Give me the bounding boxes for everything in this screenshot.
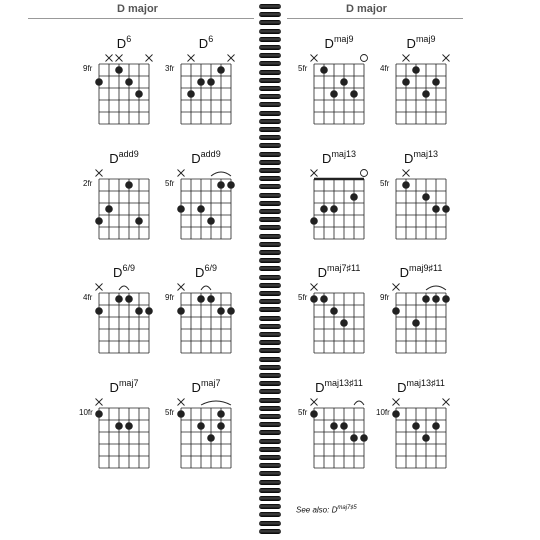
spiral-binding	[259, 0, 281, 540]
fret-position-label: 9fr	[83, 64, 93, 73]
chord-name	[376, 263, 466, 280]
finger-dot	[360, 434, 368, 442]
see-also-note	[296, 505, 357, 515]
spiral-ring	[259, 266, 281, 271]
header-rule-right	[287, 18, 463, 19]
finger-dot	[310, 295, 318, 303]
finger-dot	[187, 90, 195, 98]
chord-name	[79, 378, 169, 395]
chord-quality: maj13	[413, 149, 438, 159]
finger-dot	[442, 205, 450, 213]
spiral-ring	[259, 480, 281, 485]
finger-dot	[402, 78, 410, 86]
finger-dot	[310, 217, 318, 225]
spiral-ring	[259, 176, 281, 181]
header-rule-left	[28, 18, 254, 19]
fretboard	[314, 279, 364, 353]
spiral-ring	[259, 29, 281, 34]
finger-dot	[115, 66, 123, 74]
chord-name	[161, 34, 251, 51]
chord-diagram	[294, 263, 384, 377]
finger-dot	[330, 90, 338, 98]
chord-root: D	[315, 380, 325, 395]
fretboard	[396, 394, 446, 468]
chord-quality: maj13♯11	[406, 378, 445, 388]
chord-quality: maj9♯11	[409, 263, 443, 273]
spiral-ring	[259, 143, 281, 148]
spiral-ring	[259, 20, 281, 25]
chord-quality: maj9	[333, 34, 354, 44]
finger-dot	[422, 295, 430, 303]
spiral-ring	[259, 217, 281, 222]
chord-name	[376, 34, 466, 51]
spiral-ring	[259, 119, 281, 124]
fret-position-label: 10fr	[79, 408, 93, 417]
fret-position-label: 2fr	[83, 179, 93, 188]
spiral-ring	[259, 365, 281, 370]
chord-root: D	[116, 36, 127, 51]
spiral-ring	[259, 234, 281, 239]
finger-dot	[95, 410, 103, 418]
spiral-ring	[259, 168, 281, 173]
fret-position-label: 5fr	[165, 408, 175, 417]
fret-position-label: 4fr	[380, 64, 390, 73]
finger-dot	[217, 181, 225, 189]
chord-name	[294, 263, 384, 280]
finger-dot	[412, 422, 420, 430]
finger-dot	[177, 410, 185, 418]
fret-position-label: 5fr	[298, 408, 308, 417]
finger-dot	[392, 307, 400, 315]
spiral-ring	[259, 291, 281, 296]
chord-name	[376, 149, 466, 166]
chord-quality: maj13♯11	[324, 378, 363, 388]
fretboard	[396, 50, 446, 124]
chord-root: D	[198, 36, 209, 51]
finger-dot	[207, 295, 215, 303]
spiral-ring	[259, 529, 281, 534]
finger-dot	[105, 205, 113, 213]
chord-name	[376, 378, 466, 395]
spiral-ring	[259, 70, 281, 75]
finger-dot	[330, 307, 338, 315]
finger-dot	[432, 295, 440, 303]
chord-diagram	[376, 263, 466, 377]
chord-quality: 6/9	[204, 263, 217, 273]
finger-dot	[177, 205, 185, 213]
finger-dot	[115, 295, 123, 303]
fretboard	[181, 279, 231, 353]
barre-arc	[354, 401, 364, 405]
spiral-ring	[259, 389, 281, 394]
spiral-ring	[259, 348, 281, 353]
chord-root: D	[397, 380, 407, 395]
spiral-ring	[259, 225, 281, 230]
finger-dot	[330, 422, 338, 430]
spiral-ring	[259, 4, 281, 9]
chord-quality: 6	[208, 34, 214, 44]
chord-name	[294, 149, 384, 166]
chord-name	[294, 378, 384, 395]
finger-dot	[125, 295, 133, 303]
finger-dot	[432, 205, 440, 213]
finger-dot	[432, 422, 440, 430]
page-title-left: D major	[117, 3, 158, 15]
spiral-ring	[259, 258, 281, 263]
finger-dot	[95, 78, 103, 86]
spiral-ring	[259, 53, 281, 58]
chord-root: D	[195, 265, 205, 280]
finger-dot	[350, 193, 358, 201]
chord-root: D	[191, 151, 201, 166]
finger-dot	[340, 422, 348, 430]
spiral-ring	[259, 201, 281, 206]
finger-dot	[422, 193, 430, 201]
finger-dot	[115, 422, 123, 430]
spiral-ring	[259, 152, 281, 157]
finger-dot	[412, 66, 420, 74]
fret-position-label: 5fr	[165, 179, 175, 188]
spiral-ring	[259, 512, 281, 517]
chord-diagram	[79, 263, 169, 377]
see-also-text: See also: D	[296, 505, 338, 515]
finger-dot	[402, 181, 410, 189]
finger-dot	[217, 307, 225, 315]
chord-quality: maj7♯11	[327, 263, 361, 273]
fretboard	[314, 165, 364, 239]
finger-dot	[135, 90, 143, 98]
fretboard	[396, 279, 446, 353]
spiral-ring	[259, 455, 281, 460]
finger-dot	[432, 78, 440, 86]
finger-dot	[135, 307, 143, 315]
finger-dot	[207, 217, 215, 225]
spiral-ring	[259, 357, 281, 362]
spiral-ring	[259, 373, 281, 378]
spiral-ring	[259, 209, 281, 214]
barre-arc	[119, 286, 129, 290]
spiral-ring	[259, 250, 281, 255]
spiral-ring	[259, 61, 281, 66]
chord-name	[79, 34, 169, 51]
finger-dot	[95, 217, 103, 225]
fretboard	[99, 50, 149, 124]
chord-quality: maj7	[118, 378, 139, 388]
spiral-ring	[259, 447, 281, 452]
barre-arc	[211, 172, 231, 176]
chord-diagram	[294, 34, 384, 148]
chord-root: D	[109, 151, 119, 166]
barre-arc	[201, 286, 211, 290]
spiral-ring	[259, 127, 281, 132]
spiral-ring	[259, 299, 281, 304]
spiral-ring	[259, 111, 281, 116]
chord-diagram	[376, 34, 466, 148]
chord-quality: 6	[126, 34, 132, 44]
spiral-ring	[259, 422, 281, 427]
finger-dot	[135, 217, 143, 225]
fretboard	[181, 165, 231, 239]
chord-name	[161, 378, 251, 395]
chord-root: D	[317, 265, 328, 280]
chord-name	[161, 263, 251, 280]
spiral-ring	[259, 332, 281, 337]
spiral-ring	[259, 381, 281, 386]
chord-diagram	[79, 149, 169, 263]
finger-dot	[320, 205, 328, 213]
spiral-ring	[259, 414, 281, 419]
open-string-marker	[361, 55, 368, 62]
chord-diagram	[161, 34, 251, 148]
finger-dot	[320, 295, 328, 303]
finger-dot	[227, 181, 235, 189]
fret-position-label: 5fr	[298, 64, 308, 73]
barre-arc	[426, 286, 446, 290]
spiral-ring	[259, 94, 281, 99]
fret-position-label: 5fr	[298, 293, 308, 302]
fret-position-label: 9fr	[165, 293, 175, 302]
chord-diagram	[161, 149, 251, 263]
chord-diagram	[161, 263, 251, 377]
spiral-ring	[259, 275, 281, 280]
chord-name	[161, 149, 251, 166]
fretboard	[99, 165, 149, 239]
finger-dot	[227, 307, 235, 315]
finger-dot	[217, 422, 225, 430]
chord-diagram	[376, 378, 466, 492]
fretboard	[181, 394, 231, 468]
finger-dot	[177, 307, 185, 315]
spiral-ring	[259, 324, 281, 329]
spiral-ring	[259, 86, 281, 91]
finger-dot	[340, 78, 348, 86]
fretboard	[314, 394, 364, 468]
finger-dot	[310, 410, 318, 418]
spiral-ring	[259, 406, 281, 411]
chord-name	[294, 34, 384, 51]
fretboard	[396, 165, 446, 239]
fretboard	[314, 50, 364, 124]
chord-name	[79, 263, 169, 280]
see-also-superscript: maj7♯5	[337, 505, 357, 511]
finger-dot	[217, 410, 225, 418]
spiral-ring	[259, 488, 281, 493]
finger-dot	[197, 78, 205, 86]
spiral-ring	[259, 471, 281, 476]
finger-dot	[217, 66, 225, 74]
chord-quality: maj7	[200, 378, 221, 388]
finger-dot	[145, 307, 153, 315]
chord-diagram	[161, 378, 251, 492]
finger-dot	[442, 295, 450, 303]
chord-root: D	[113, 265, 123, 280]
spiral-ring	[259, 45, 281, 50]
spiral-ring	[259, 193, 281, 198]
page-title-right: D major	[346, 3, 387, 15]
spiral-ring	[259, 521, 281, 526]
chord-root: D	[109, 380, 119, 395]
chord-root: D	[322, 151, 332, 166]
chord-quality: add9	[118, 149, 139, 159]
chord-name	[79, 149, 169, 166]
spiral-ring	[259, 242, 281, 247]
chord-diagram	[294, 378, 384, 492]
chord-root: D	[191, 380, 201, 395]
finger-dot	[330, 205, 338, 213]
chord-diagram	[79, 378, 169, 492]
chord-root: D	[404, 151, 414, 166]
spiral-ring	[259, 340, 281, 345]
finger-dot	[340, 319, 348, 327]
finger-dot	[197, 205, 205, 213]
chord-root: D	[324, 36, 334, 51]
finger-dot	[197, 422, 205, 430]
chord-quality: maj9	[415, 34, 436, 44]
fret-position-label: 5fr	[380, 179, 390, 188]
fretboard	[99, 279, 149, 353]
chord-quality: maj13	[331, 149, 356, 159]
chord-diagram	[376, 149, 466, 263]
fretboard	[99, 394, 149, 468]
fretboard	[181, 50, 231, 124]
fret-position-label: 10fr	[376, 408, 390, 417]
finger-dot	[350, 434, 358, 442]
spiral-ring	[259, 78, 281, 83]
spiral-ring	[259, 160, 281, 165]
spiral-ring	[259, 496, 281, 501]
spiral-ring	[259, 37, 281, 42]
finger-dot	[125, 422, 133, 430]
finger-dot	[207, 434, 215, 442]
chord-quality: add9	[200, 149, 221, 159]
chord-root: D	[399, 265, 410, 280]
fret-position-label: 4fr	[83, 293, 93, 302]
spiral-ring	[259, 316, 281, 321]
spiral-ring	[259, 398, 281, 403]
finger-dot	[197, 295, 205, 303]
fret-position-label: 3fr	[165, 64, 175, 73]
spiral-ring	[259, 430, 281, 435]
finger-dot	[422, 434, 430, 442]
finger-dot	[125, 78, 133, 86]
spiral-ring	[259, 439, 281, 444]
spiral-ring	[259, 135, 281, 140]
finger-dot	[422, 90, 430, 98]
fret-position-label: 9fr	[380, 293, 390, 302]
spiral-ring	[259, 463, 281, 468]
spiral-ring	[259, 283, 281, 288]
chord-diagram	[294, 149, 384, 263]
chord-diagram	[79, 34, 169, 148]
chord-root: D	[406, 36, 416, 51]
finger-dot	[412, 319, 420, 327]
spiral-ring	[259, 12, 281, 17]
finger-dot	[320, 66, 328, 74]
finger-dot	[392, 410, 400, 418]
spiral-ring	[259, 307, 281, 312]
open-string-marker	[361, 170, 368, 177]
spiral-ring	[259, 102, 281, 107]
chord-quality: 6/9	[122, 263, 135, 273]
spiral-ring	[259, 184, 281, 189]
finger-dot	[350, 90, 358, 98]
barre-arc	[201, 401, 231, 405]
finger-dot	[207, 78, 215, 86]
spiral-ring	[259, 504, 281, 509]
finger-dot	[95, 307, 103, 315]
finger-dot	[125, 181, 133, 189]
